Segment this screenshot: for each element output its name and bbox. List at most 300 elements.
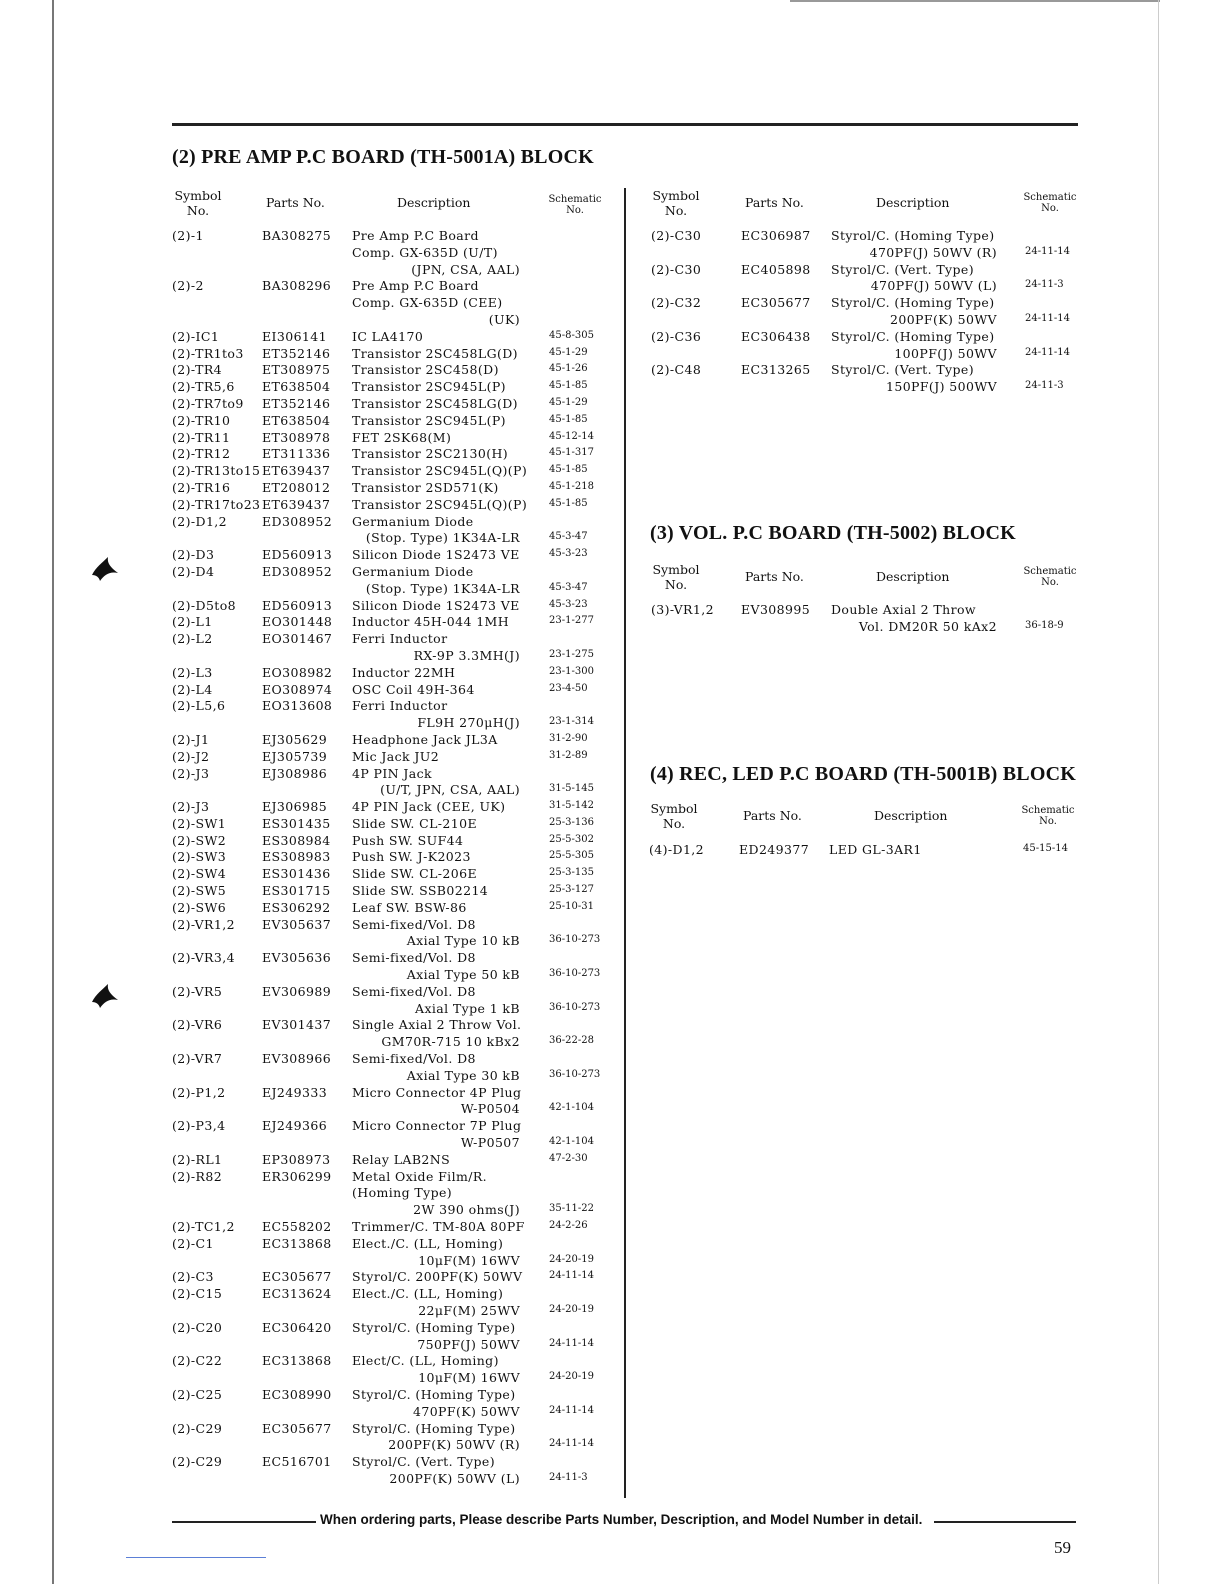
parts-no: EO301467 bbox=[262, 631, 333, 647]
schematic-no: 36-18-9 bbox=[1025, 619, 1064, 631]
symbol-no: (2)-D3 bbox=[172, 547, 215, 563]
schematic-no: 45-1-85 bbox=[549, 464, 588, 476]
symbol-no: (2)-RL1 bbox=[172, 1151, 223, 1167]
schematic-no: 25-10-31 bbox=[549, 900, 594, 912]
table-row bbox=[172, 1085, 622, 1119]
parts-no: EC305677 bbox=[741, 295, 811, 311]
description: 10μF(M) 16WV bbox=[418, 1252, 520, 1268]
description: 200PF(K) 50WV bbox=[890, 311, 997, 327]
symbol-no: (2)-TR5,6 bbox=[172, 379, 235, 395]
description: Ferri Inductor bbox=[352, 698, 448, 714]
parts-no: EJ308986 bbox=[262, 765, 328, 781]
page-number: 59 bbox=[1054, 1538, 1071, 1557]
parts-no: ES306292 bbox=[262, 899, 331, 915]
parts-no: EJ249333 bbox=[262, 1084, 328, 1100]
table-row bbox=[172, 631, 622, 665]
symbol-no: (2)-C29 bbox=[172, 1420, 223, 1436]
page-left-edge bbox=[52, 0, 54, 1584]
description: 4P PIN Jack bbox=[352, 765, 433, 781]
symbol-no: (2)-C22 bbox=[172, 1353, 223, 1369]
description: Germanium Diode bbox=[352, 513, 474, 529]
table-row bbox=[172, 547, 622, 564]
table-row bbox=[172, 329, 622, 346]
parts-no: EO301448 bbox=[262, 614, 333, 630]
parts-no: EC313265 bbox=[741, 362, 811, 378]
schematic-no: 36-22-28 bbox=[549, 1035, 594, 1047]
footer-rule-left bbox=[172, 1521, 316, 1523]
description: Styrol/C. (Vert. Type) bbox=[831, 362, 974, 378]
parts-no: EV308995 bbox=[741, 602, 811, 617]
symbol-no: (2)-SW5 bbox=[172, 883, 227, 899]
schematic-no: 45-1-85 bbox=[549, 497, 588, 509]
page-top-edge bbox=[790, 0, 1160, 2]
schematic-no: 24-11-3 bbox=[549, 1471, 588, 1483]
table-row bbox=[172, 816, 622, 833]
binder-hole-mark bbox=[90, 980, 120, 1010]
description: Ferri Inductor bbox=[352, 631, 448, 647]
parts-no: EC306987 bbox=[741, 228, 811, 243]
schematic-no: 23-1-275 bbox=[549, 648, 594, 660]
parts-no: ED308952 bbox=[262, 513, 333, 529]
table-row bbox=[172, 1118, 622, 1152]
table-row bbox=[172, 698, 622, 732]
parts-no: EV308966 bbox=[262, 1051, 332, 1067]
table-row bbox=[651, 362, 1081, 396]
parts-no: EV306989 bbox=[262, 983, 332, 999]
parts-no: EV305636 bbox=[262, 950, 332, 966]
description: Semi-fixed/Vol. D8 bbox=[352, 983, 476, 999]
schematic-no: 45-15-14 bbox=[1023, 843, 1068, 854]
schematic-no: 23-1-314 bbox=[549, 716, 594, 728]
table-row bbox=[172, 665, 622, 682]
table-row bbox=[172, 463, 622, 480]
description: Trimmer/C. TM-80A 80PF bbox=[352, 1219, 525, 1235]
table-row bbox=[172, 1236, 622, 1270]
table-row bbox=[172, 564, 622, 598]
description: Styrol/C. (Homing Type) bbox=[352, 1420, 516, 1436]
symbol-no: (2)-C29 bbox=[172, 1454, 223, 1470]
table-row bbox=[172, 1421, 622, 1455]
symbol-no: (2)-TR4 bbox=[172, 362, 222, 378]
symbol-no: (2)-D4 bbox=[172, 563, 215, 579]
table-row bbox=[172, 362, 622, 379]
parts-no: ET352146 bbox=[262, 395, 331, 411]
description: FL9H 270μH(J) bbox=[417, 715, 520, 731]
description: 10μF(M) 16WV bbox=[418, 1370, 520, 1386]
table-row bbox=[172, 1320, 622, 1354]
binder-hole-mark bbox=[90, 553, 120, 583]
description: Styrol/C. 200PF(K) 50WV bbox=[352, 1269, 523, 1285]
symbol-no: (2)-L1 bbox=[172, 614, 213, 630]
description: Relay LAB2NS bbox=[352, 1151, 451, 1167]
schematic-no: 36-10-273 bbox=[549, 934, 601, 946]
description: Headphone Jack JL3A bbox=[352, 731, 498, 747]
header-schematic: Schematic No. bbox=[1023, 566, 1077, 588]
parts-no: ES301435 bbox=[262, 815, 331, 831]
description: Vol. DM20R 50 kAx2 bbox=[858, 618, 997, 634]
section4-title: (4) REC, LED P.C BOARD (TH-5001B) BLOCK bbox=[650, 763, 1076, 785]
schematic-no: 45-1-29 bbox=[549, 346, 588, 358]
schematic-no: 47-2-30 bbox=[549, 1152, 588, 1164]
description: W-P0507 bbox=[460, 1135, 520, 1151]
symbol-no: (2)-D5to8 bbox=[172, 597, 237, 613]
header-description: Description bbox=[876, 569, 950, 584]
description: 100PF(J) 50WV bbox=[894, 345, 997, 361]
parts-no: EJ305629 bbox=[262, 731, 328, 747]
description: Transistor 2SC945L(Q)(P) bbox=[352, 496, 528, 512]
description: Slide SW. SSB02214 bbox=[352, 883, 489, 899]
table-row bbox=[172, 228, 622, 278]
description: Semi-fixed/Vol. D8 bbox=[352, 916, 476, 932]
table-row bbox=[172, 749, 622, 766]
description: Silicon Diode 1S2473 VE bbox=[352, 547, 520, 563]
schematic-no: 45-12-14 bbox=[549, 430, 594, 442]
description: 200PF(K) 50WV (L) bbox=[389, 1470, 520, 1486]
description: 4P PIN Jack (CEE, UK) bbox=[352, 799, 506, 815]
symbol-no: (2)-TR7to9 bbox=[172, 395, 244, 411]
section3-title: (3) VOL. P.C BOARD (TH-5002) BLOCK bbox=[650, 522, 1016, 544]
symbol-no: (2)-P1,2 bbox=[172, 1084, 226, 1100]
schematic-no: 45-1-85 bbox=[549, 380, 588, 392]
table-row bbox=[649, 842, 1079, 859]
description: GM70R-715 10 kBx2 bbox=[381, 1034, 520, 1050]
description: 2W 390 ohms(J) bbox=[413, 1202, 520, 1218]
schematic-no: 25-3-135 bbox=[549, 867, 594, 879]
table-row bbox=[172, 883, 622, 900]
table-row bbox=[651, 262, 1081, 296]
symbol-no: (2)-C20 bbox=[172, 1319, 223, 1335]
table-row bbox=[172, 480, 622, 497]
header-description: Description bbox=[397, 195, 471, 210]
parts-no: ED308952 bbox=[262, 563, 333, 579]
parts-no: ES308983 bbox=[262, 849, 331, 865]
description: LED GL-3AR1 bbox=[829, 842, 922, 857]
schematic-no: 24-11-14 bbox=[1025, 245, 1070, 257]
description: 150PF(J) 500WV bbox=[885, 379, 997, 395]
description: Germanium Diode bbox=[352, 563, 474, 579]
symbol-no: (2)-P3,4 bbox=[172, 1118, 226, 1134]
table-row bbox=[172, 497, 622, 514]
description: OSC Coil 49H-364 bbox=[352, 681, 475, 697]
parts-no: ET639437 bbox=[262, 463, 331, 479]
parts-no: ET639437 bbox=[262, 496, 331, 512]
symbol-no: (2)-1 bbox=[172, 228, 204, 243]
table-row bbox=[172, 1017, 622, 1051]
schematic-no: 31-5-145 bbox=[549, 783, 594, 795]
parts-no: EC516701 bbox=[262, 1454, 332, 1470]
symbol-no: (2)-C1 bbox=[172, 1235, 214, 1251]
description: (Homing Type) bbox=[352, 1185, 453, 1201]
table-row bbox=[172, 849, 622, 866]
table-row bbox=[172, 1152, 622, 1169]
parts-no: EC306438 bbox=[741, 328, 811, 344]
symbol-no: (2)-TR16 bbox=[172, 479, 231, 495]
table-row bbox=[172, 446, 622, 463]
description: Styrol/C. (Homing Type) bbox=[352, 1386, 516, 1402]
description: Axial Type 30 kB bbox=[406, 1067, 520, 1083]
parts-no: EC558202 bbox=[262, 1219, 332, 1235]
header-symbol: Symbol No. bbox=[652, 562, 700, 592]
description: Slide SW. CL-206E bbox=[352, 866, 477, 882]
description: Styrol/C. (Homing Type) bbox=[352, 1319, 516, 1335]
description: Pre Amp P.C Board bbox=[352, 278, 479, 294]
section2-title: (2) PRE AMP P.C BOARD (TH-5001A) BLOCK bbox=[172, 146, 594, 168]
schematic-no: 25-3-136 bbox=[549, 816, 594, 828]
description: Transistor 2SC945L(P) bbox=[352, 412, 506, 428]
description: Double Axial 2 Throw bbox=[831, 602, 976, 617]
parts-no: EP308973 bbox=[262, 1151, 331, 1167]
description: Semi-fixed/Vol. D8 bbox=[352, 950, 476, 966]
header-symbol: Symbol No. bbox=[650, 801, 698, 831]
description: (U/T, JPN, CSA, AAL) bbox=[380, 782, 520, 798]
symbol-no: (2)-VR7 bbox=[172, 1051, 223, 1067]
symbol-no: (2)-SW3 bbox=[172, 849, 227, 865]
table-row bbox=[172, 346, 622, 363]
symbol-no: (2)-L4 bbox=[172, 681, 213, 697]
parts-no: EC313868 bbox=[262, 1353, 332, 1369]
description: Mic Jack JU2 bbox=[352, 748, 440, 764]
section2-cont-table-body bbox=[651, 228, 1081, 396]
schematic-no: 35-11-22 bbox=[549, 1203, 594, 1215]
schematic-no: 25-5-302 bbox=[549, 833, 594, 845]
parts-no: ED560913 bbox=[262, 547, 333, 563]
description: Axial Type 10 kB bbox=[406, 933, 520, 949]
symbol-no: (2)-L2 bbox=[172, 631, 213, 647]
schematic-no: 45-1-218 bbox=[549, 480, 594, 492]
symbol-no: (2)-C25 bbox=[172, 1386, 223, 1402]
header-schematic: Schematic No. bbox=[1021, 805, 1075, 827]
description: Single Axial 2 Throw Vol. bbox=[352, 1017, 522, 1033]
table-row bbox=[172, 1051, 622, 1085]
parts-no: EO308982 bbox=[262, 664, 333, 680]
section2-table-body bbox=[172, 228, 622, 1488]
symbol-no: (2)-TR11 bbox=[172, 429, 231, 445]
description: Transistor 2SC458(D) bbox=[352, 362, 499, 378]
schematic-no: 45-1-85 bbox=[549, 413, 588, 425]
schematic-no: 45-3-23 bbox=[549, 548, 588, 560]
schematic-no: 24-11-14 bbox=[549, 1270, 594, 1282]
table-row bbox=[172, 984, 622, 1018]
table-row bbox=[172, 379, 622, 396]
symbol-no: (2)-TC1,2 bbox=[172, 1219, 235, 1235]
parts-no: ET208012 bbox=[262, 479, 331, 495]
description: Semi-fixed/Vol. D8 bbox=[352, 1051, 476, 1067]
description: 200PF(K) 50WV (R) bbox=[388, 1437, 520, 1453]
description: (UK) bbox=[488, 311, 520, 327]
description: W-P0504 bbox=[460, 1101, 520, 1117]
footer-rule-right bbox=[934, 1521, 1076, 1523]
parts-no: ES308984 bbox=[262, 832, 331, 848]
table-row bbox=[172, 1219, 622, 1236]
parts-no: ED560913 bbox=[262, 597, 333, 613]
parts-no: EJ305739 bbox=[262, 748, 328, 764]
description: Micro Connector 7P Plug bbox=[352, 1118, 522, 1134]
section4-table-body bbox=[649, 842, 1079, 859]
description: Styrol/C. (Homing Type) bbox=[831, 295, 995, 311]
schematic-no: 23-1-300 bbox=[549, 665, 594, 677]
parts-no: EJ249366 bbox=[262, 1118, 328, 1134]
table-row bbox=[172, 430, 622, 447]
table-row bbox=[172, 766, 622, 800]
schematic-no: 31-5-142 bbox=[549, 800, 594, 812]
parts-no: EO308974 bbox=[262, 681, 333, 697]
symbol-no: (2)-TR10 bbox=[172, 412, 231, 428]
description: Elect/C. (LL, Homing) bbox=[352, 1353, 499, 1369]
parts-no: EJ306985 bbox=[262, 799, 328, 815]
symbol-no: (2)-2 bbox=[172, 278, 204, 294]
description: 470PF(K) 50WV bbox=[413, 1403, 520, 1419]
table-row bbox=[172, 413, 622, 430]
symbol-no: (2)-TR1to3 bbox=[172, 345, 244, 361]
parts-no: EC313624 bbox=[262, 1286, 332, 1302]
parts-no: EC405898 bbox=[741, 261, 811, 277]
description: (JPN, CSA, AAL) bbox=[411, 261, 520, 277]
table-row bbox=[172, 1286, 622, 1320]
table-row bbox=[172, 917, 622, 951]
description: Micro Connector 4P Plug bbox=[352, 1084, 522, 1100]
symbol-no: (3)-VR1,2 bbox=[651, 602, 714, 617]
description: Pre Amp P.C Board bbox=[352, 228, 479, 243]
schematic-no: 31-2-90 bbox=[549, 732, 588, 744]
description: RX-9P 3.3MH(J) bbox=[413, 647, 520, 663]
schematic-no: 24-11-14 bbox=[549, 1337, 594, 1349]
parts-no: EC305677 bbox=[262, 1420, 332, 1436]
description: IC LA4170 bbox=[352, 328, 424, 344]
table-row bbox=[651, 295, 1081, 329]
description: Transistor 2SC2130(H) bbox=[352, 446, 509, 462]
symbol-no: (2)-C3 bbox=[172, 1269, 214, 1285]
description: 470PF(J) 50WV (R) bbox=[869, 244, 997, 260]
schematic-no: 24-11-14 bbox=[1025, 346, 1070, 358]
parts-no: ED249377 bbox=[739, 842, 810, 857]
description: Styrol/C. (Vert. Type) bbox=[831, 261, 974, 277]
table-row bbox=[172, 900, 622, 917]
symbol-no: (2)-VR1,2 bbox=[172, 916, 235, 932]
bottom-underline bbox=[126, 1557, 266, 1558]
ordering-note: When ordering parts, Please describe Parts Number, Description, and Model Number in detail. bbox=[320, 1512, 923, 1527]
schematic-no: 24-20-19 bbox=[549, 1253, 594, 1265]
symbol-no: (2)-J2 bbox=[172, 748, 210, 764]
schematic-no: 45-3-47 bbox=[549, 531, 588, 543]
description: 470PF(J) 50WV (L) bbox=[870, 278, 997, 294]
schematic-no: 24-11-14 bbox=[1025, 312, 1070, 324]
parts-no: ET638504 bbox=[262, 379, 331, 395]
header-parts-no: Parts No. bbox=[743, 808, 802, 823]
parts-no: EO313608 bbox=[262, 698, 333, 714]
symbol-no: (2)-C48 bbox=[651, 362, 702, 378]
page-right-edge bbox=[1158, 0, 1159, 1584]
description: Styrol/C. (Homing Type) bbox=[831, 228, 995, 243]
header-schematic: Schematic No. bbox=[1023, 192, 1077, 214]
parts-no: EV305637 bbox=[262, 916, 332, 932]
column-divider bbox=[624, 188, 626, 1498]
schematic-no: 45-3-47 bbox=[549, 581, 588, 593]
header-schematic: Schematic No. bbox=[548, 194, 602, 216]
schematic-no: 24-11-14 bbox=[549, 1404, 594, 1416]
description: 22μF(M) 25WV bbox=[418, 1303, 520, 1318]
parts-no: EC308990 bbox=[262, 1386, 332, 1402]
symbol-no: (2)-VR5 bbox=[172, 983, 223, 999]
table-row bbox=[172, 1269, 622, 1286]
symbol-no: (2)-SW4 bbox=[172, 866, 227, 882]
table-row bbox=[172, 799, 622, 816]
schematic-no: 23-1-277 bbox=[549, 615, 594, 627]
section3-table-body bbox=[651, 602, 1081, 636]
table-row bbox=[172, 1169, 622, 1219]
schematic-no: 36-10-273 bbox=[549, 1068, 601, 1080]
symbol-no: (2)-D1,2 bbox=[172, 513, 228, 529]
description: Axial Type 1 kB bbox=[415, 1000, 520, 1016]
symbol-no: (2)-VR6 bbox=[172, 1017, 223, 1033]
schematic-no: 42-1-104 bbox=[549, 1102, 594, 1114]
symbol-no: (2)-J3 bbox=[172, 799, 210, 815]
schematic-no: 24-20-19 bbox=[549, 1371, 594, 1383]
schematic-no: 45-1-317 bbox=[549, 447, 594, 459]
parts-no: EC305677 bbox=[262, 1269, 332, 1285]
symbol-no: (2)-R82 bbox=[172, 1168, 223, 1184]
symbol-no: (2)-VR3,4 bbox=[172, 950, 235, 966]
symbol-no: (2)-SW6 bbox=[172, 899, 227, 915]
symbol-no: (2)-SW2 bbox=[172, 832, 227, 848]
description: Silicon Diode 1S2473 VE bbox=[352, 597, 520, 613]
parts-no: ET352146 bbox=[262, 345, 331, 361]
table-row bbox=[172, 614, 622, 631]
schematic-no: 24-11-14 bbox=[549, 1438, 594, 1450]
header-symbol: Symbol No. bbox=[174, 188, 222, 218]
description: Transistor 2SC945L(P) bbox=[352, 379, 506, 395]
table-row bbox=[651, 329, 1081, 363]
description: Leaf SW. BSW-86 bbox=[352, 899, 467, 915]
description: Elect./C. (LL, Homing) bbox=[352, 1286, 504, 1302]
description: Styrol/C. (Vert. Type) bbox=[352, 1454, 495, 1470]
symbol-no: (2)-J3 bbox=[172, 765, 210, 781]
table-row bbox=[172, 866, 622, 883]
parts-no: ER306299 bbox=[262, 1168, 332, 1184]
header-parts-no: Parts No. bbox=[745, 195, 804, 210]
table-row bbox=[172, 833, 622, 850]
schematic-no: 25-3-127 bbox=[549, 884, 594, 896]
parts-no: BA308296 bbox=[262, 278, 332, 294]
description: Comp. GX-635D (U/T) bbox=[352, 244, 498, 260]
description: Transistor 2SC458LG(D) bbox=[352, 345, 518, 361]
footer-note bbox=[172, 1512, 1074, 1532]
table-row bbox=[172, 682, 622, 699]
table-row bbox=[172, 950, 622, 984]
description: Inductor 22MH bbox=[352, 664, 456, 680]
schematic-no: 42-1-104 bbox=[549, 1136, 594, 1148]
description: Slide SW. CL-210E bbox=[352, 815, 477, 831]
parts-no: ET308978 bbox=[262, 429, 331, 445]
table-row bbox=[172, 732, 622, 749]
schematic-no: 24-2-26 bbox=[549, 1220, 588, 1232]
table-row bbox=[651, 602, 1081, 636]
schematic-no: 23-4-50 bbox=[549, 682, 588, 694]
description: Push SW. SUF44 bbox=[352, 832, 464, 848]
header-description: Description bbox=[876, 195, 950, 210]
parts-no: ET311336 bbox=[262, 446, 331, 462]
description: Transistor 2SC945L(Q)(P) bbox=[352, 463, 528, 479]
table-row bbox=[172, 514, 622, 548]
description: (Stop. Type) 1K34A-LR bbox=[365, 530, 520, 546]
parts-no: EI306141 bbox=[262, 328, 327, 344]
symbol-no: (2)-L3 bbox=[172, 664, 213, 680]
table-row bbox=[651, 228, 1081, 262]
top-rule bbox=[172, 123, 1078, 126]
symbol-no: (2)-C30 bbox=[651, 261, 702, 277]
symbol-no: (2)-TR13to15 bbox=[172, 463, 261, 479]
symbol-no: (2)-IC1 bbox=[172, 328, 220, 344]
parts-no: ET308975 bbox=[262, 362, 331, 378]
